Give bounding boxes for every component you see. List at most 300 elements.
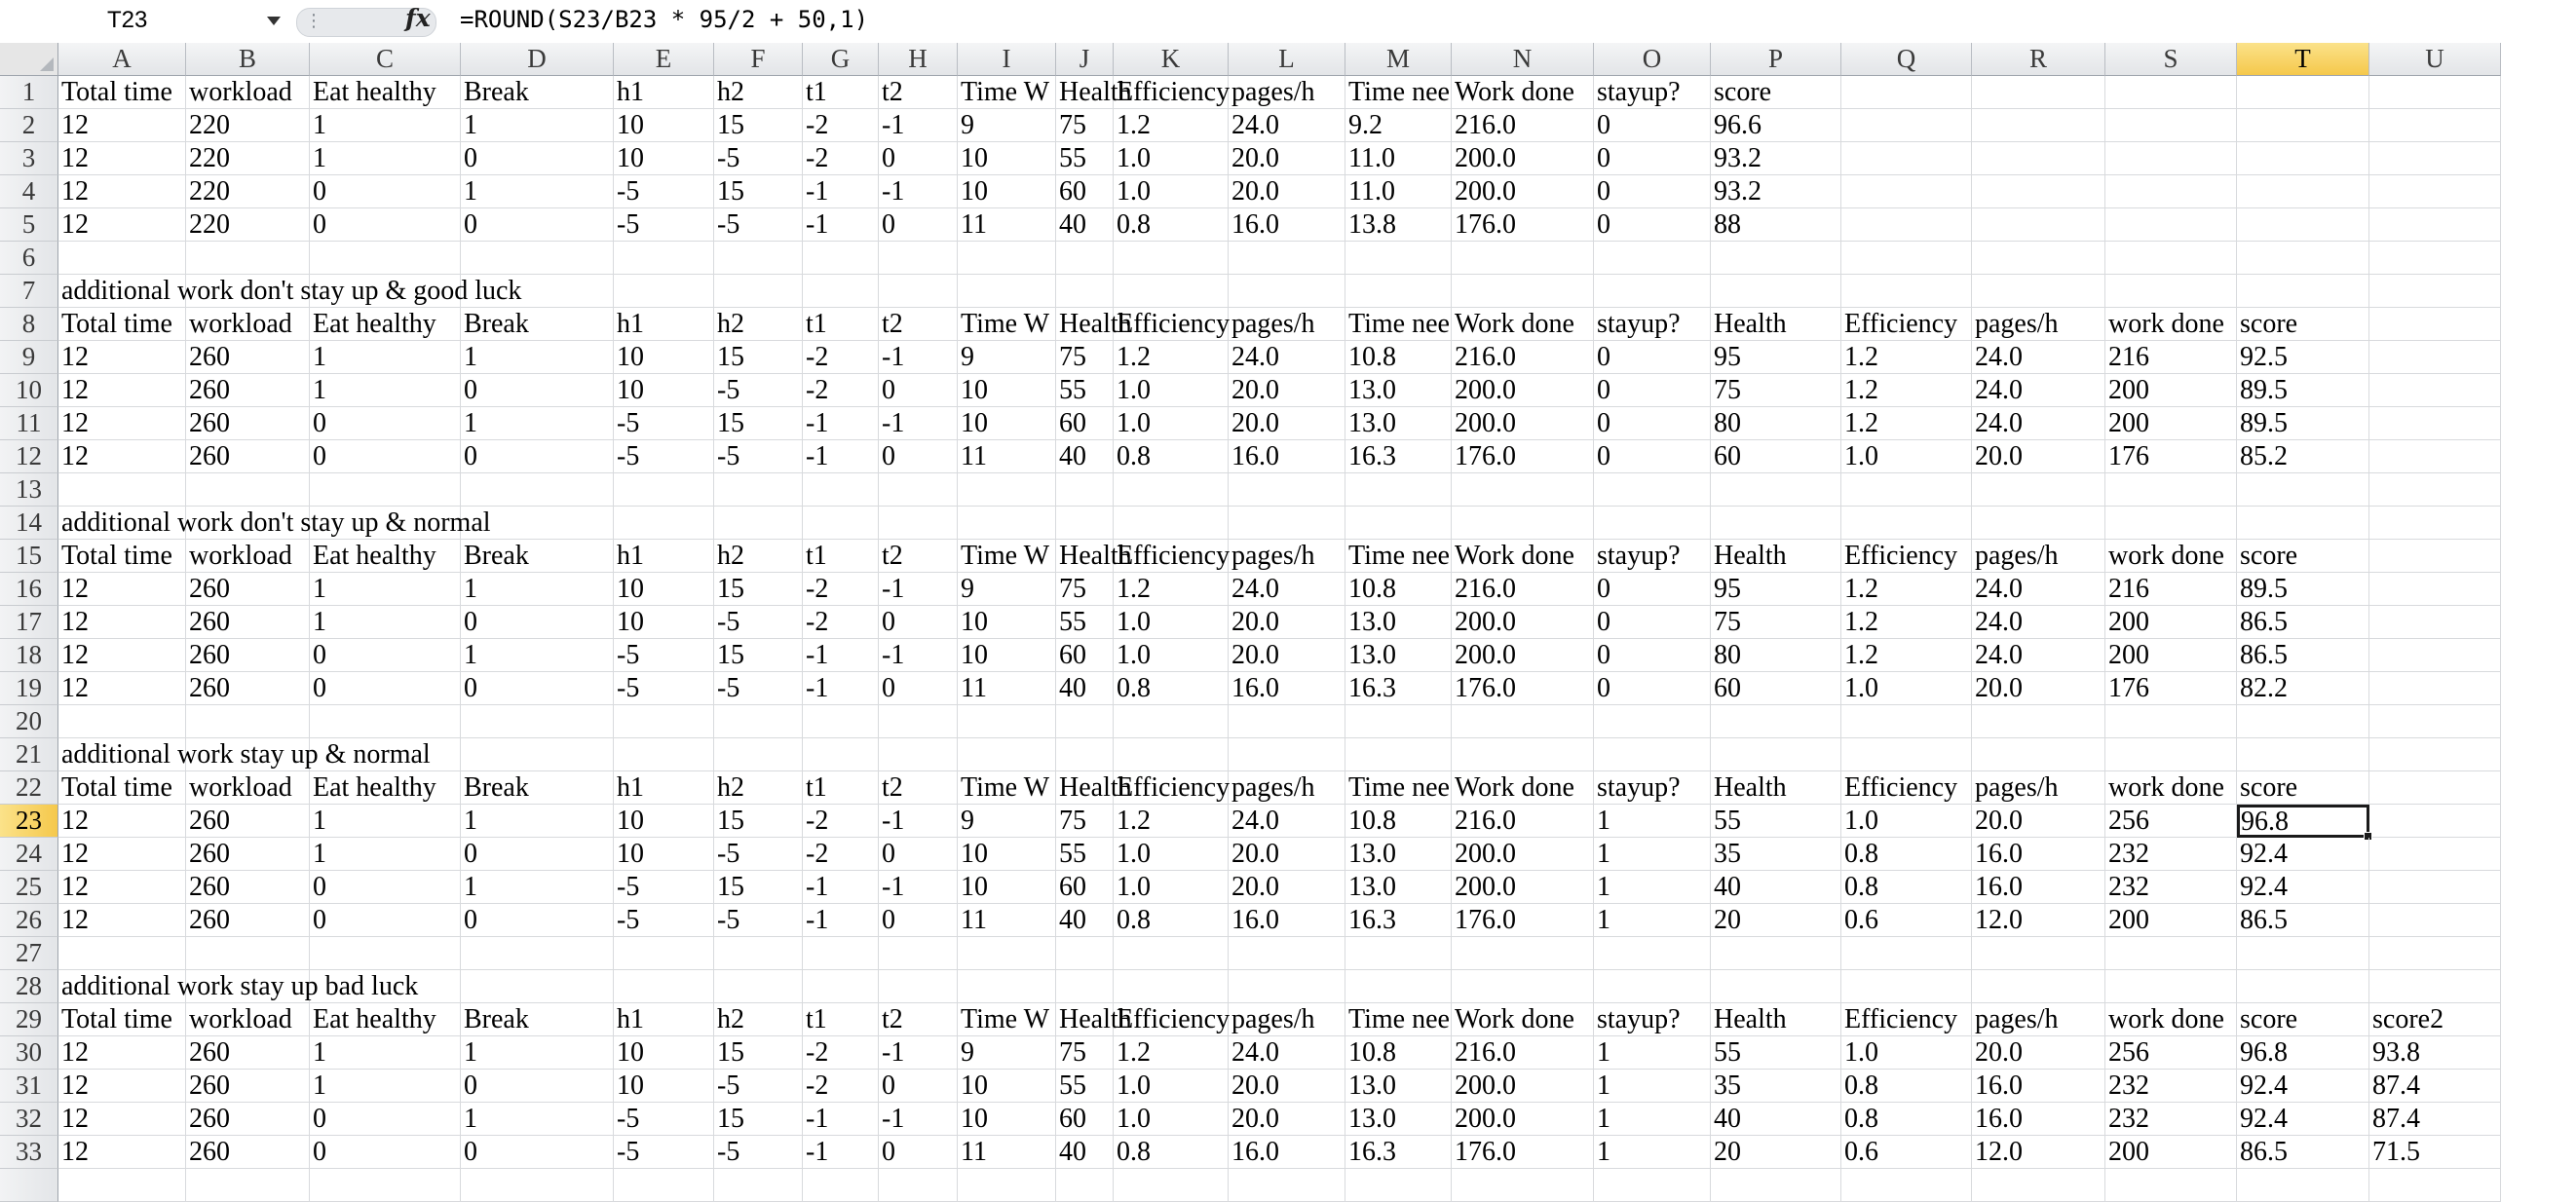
cell-m30[interactable]: 10.8 (1345, 1036, 1452, 1070)
cell-m3[interactable]: 11.0 (1345, 142, 1452, 175)
cell-g33[interactable]: -1 (803, 1136, 879, 1169)
cell-k9[interactable]: 1.2 (1114, 341, 1229, 374)
cell-a17[interactable]: 12 (58, 606, 186, 639)
cell-s16[interactable]: 216 (2105, 573, 2237, 606)
cell-n34[interactable] (1452, 1169, 1594, 1202)
cell-r33[interactable]: 12.0 (1972, 1136, 2105, 1169)
cell-d6[interactable] (461, 242, 614, 275)
cell-i10[interactable]: 10 (958, 374, 1056, 407)
cell-s27[interactable] (2105, 937, 2237, 970)
cell-t17[interactable]: 86.5 (2237, 606, 2369, 639)
cell-g31[interactable]: -2 (803, 1070, 879, 1103)
cell-m23[interactable]: 10.8 (1345, 805, 1452, 838)
cell-e13[interactable] (614, 473, 714, 507)
cell-a6[interactable] (58, 242, 186, 275)
cell-d32[interactable]: 1 (461, 1103, 614, 1136)
row-header-34[interactable] (0, 1169, 58, 1202)
cell-o13[interactable] (1594, 473, 1711, 507)
cell-e31[interactable]: 10 (614, 1070, 714, 1103)
cell-k2[interactable]: 1.2 (1114, 109, 1229, 142)
cell-d13[interactable] (461, 473, 614, 507)
cell-m24[interactable]: 13.0 (1345, 838, 1452, 871)
cell-a11[interactable]: 12 (58, 407, 186, 440)
cell-a21[interactable]: additional work stay up & normal (58, 738, 186, 771)
cell-d11[interactable]: 1 (461, 407, 614, 440)
cell-i17[interactable]: 10 (958, 606, 1056, 639)
cell-n30[interactable]: 216.0 (1452, 1036, 1594, 1070)
cell-k24[interactable]: 1.0 (1114, 838, 1229, 871)
cell-i7[interactable] (958, 275, 1056, 308)
row-header-18[interactable]: 18 (0, 639, 58, 672)
column-header-c[interactable]: C (310, 43, 461, 76)
cell-p26[interactable]: 20 (1711, 904, 1841, 937)
cell-s29[interactable]: work done (2105, 1003, 2237, 1036)
cell-t31[interactable]: 92.4 (2237, 1070, 2369, 1103)
cell-t33[interactable]: 86.5 (2237, 1136, 2369, 1169)
cell-s14[interactable] (2105, 507, 2237, 540)
cell-f29[interactable]: h2 (714, 1003, 803, 1036)
cell-n21[interactable] (1452, 738, 1594, 771)
cell-j20[interactable] (1056, 705, 1114, 738)
cell-h23[interactable]: -1 (879, 805, 958, 838)
cell-e7[interactable] (614, 275, 714, 308)
row-header-29[interactable]: 29 (0, 1003, 58, 1036)
cell-m28[interactable] (1345, 970, 1452, 1003)
cell-b1[interactable]: workload (186, 76, 310, 109)
cell-g1[interactable]: t1 (803, 76, 879, 109)
cell-a25[interactable]: 12 (58, 871, 186, 904)
cell-a14[interactable]: additional work don't stay up & normal (58, 507, 186, 540)
cell-k34[interactable] (1114, 1169, 1229, 1202)
cell-o7[interactable] (1594, 275, 1711, 308)
cell-s10[interactable]: 200 (2105, 374, 2237, 407)
cell-j13[interactable] (1056, 473, 1114, 507)
cell-a29[interactable]: Total time (58, 1003, 186, 1036)
cell-i26[interactable]: 11 (958, 904, 1056, 937)
cell-r29[interactable]: pages/h (1972, 1003, 2105, 1036)
cell-l21[interactable] (1229, 738, 1345, 771)
cell-j24[interactable]: 55 (1056, 838, 1114, 871)
cell-l28[interactable] (1229, 970, 1345, 1003)
cell-r3[interactable] (1972, 142, 2105, 175)
cell-p3[interactable]: 93.2 (1711, 142, 1841, 175)
cell-h34[interactable] (879, 1169, 958, 1202)
cell-t20[interactable] (2237, 705, 2369, 738)
cell-e24[interactable]: 10 (614, 838, 714, 871)
cell-a7[interactable]: additional work don't stay up & good luck (58, 275, 186, 308)
cell-o23[interactable]: 1 (1594, 805, 1711, 838)
cell-i22[interactable]: Time W (958, 771, 1056, 805)
cell-r11[interactable]: 24.0 (1972, 407, 2105, 440)
cell-e6[interactable] (614, 242, 714, 275)
cell-n6[interactable] (1452, 242, 1594, 275)
cell-k6[interactable] (1114, 242, 1229, 275)
cell-e32[interactable]: -5 (614, 1103, 714, 1136)
cell-q28[interactable] (1841, 970, 1972, 1003)
cell-j11[interactable]: 60 (1056, 407, 1114, 440)
cell-d18[interactable]: 1 (461, 639, 614, 672)
column-header-q[interactable]: Q (1841, 43, 1972, 76)
cell-s31[interactable]: 232 (2105, 1070, 2237, 1103)
cell-g13[interactable] (803, 473, 879, 507)
cell-l11[interactable]: 20.0 (1229, 407, 1345, 440)
cell-p25[interactable]: 40 (1711, 871, 1841, 904)
cell-m17[interactable]: 13.0 (1345, 606, 1452, 639)
column-header-g[interactable]: G (803, 43, 879, 76)
cell-c8[interactable]: Eat healthy (310, 308, 461, 341)
row-header-28[interactable]: 28 (0, 970, 58, 1003)
cell-b18[interactable]: 260 (186, 639, 310, 672)
column-header-h[interactable]: H (879, 43, 958, 76)
cell-t28[interactable] (2237, 970, 2369, 1003)
row-header-17[interactable]: 17 (0, 606, 58, 639)
cell-c12[interactable]: 0 (310, 440, 461, 473)
row-header-11[interactable]: 11 (0, 407, 58, 440)
cell-g8[interactable]: t1 (803, 308, 879, 341)
cell-n22[interactable]: Work done (1452, 771, 1594, 805)
cell-f31[interactable]: -5 (714, 1070, 803, 1103)
cell-l12[interactable]: 16.0 (1229, 440, 1345, 473)
cell-r19[interactable]: 20.0 (1972, 672, 2105, 705)
cell-r10[interactable]: 24.0 (1972, 374, 2105, 407)
row-header-24[interactable]: 24 (0, 838, 58, 871)
name-box[interactable] (6, 4, 288, 37)
cell-s6[interactable] (2105, 242, 2237, 275)
cell-b26[interactable]: 260 (186, 904, 310, 937)
cell-s20[interactable] (2105, 705, 2237, 738)
cell-d10[interactable]: 0 (461, 374, 614, 407)
cell-a22[interactable]: Total time (58, 771, 186, 805)
column-header-m[interactable]: M (1345, 43, 1452, 76)
cell-m4[interactable]: 11.0 (1345, 175, 1452, 208)
cell-u18[interactable] (2369, 639, 2501, 672)
cell-e1[interactable]: h1 (614, 76, 714, 109)
cell-b10[interactable]: 260 (186, 374, 310, 407)
cell-a27[interactable] (58, 937, 186, 970)
cell-i13[interactable] (958, 473, 1056, 507)
cell-p23[interactable]: 55 (1711, 805, 1841, 838)
cell-p13[interactable] (1711, 473, 1841, 507)
cell-k23[interactable]: 1.2 (1114, 805, 1229, 838)
cell-f24[interactable]: -5 (714, 838, 803, 871)
cell-i27[interactable] (958, 937, 1056, 970)
cell-r28[interactable] (1972, 970, 2105, 1003)
cell-g12[interactable]: -1 (803, 440, 879, 473)
cell-t6[interactable] (2237, 242, 2369, 275)
column-header-r[interactable]: R (1972, 43, 2105, 76)
cell-j10[interactable]: 55 (1056, 374, 1114, 407)
cell-l29[interactable]: pages/h (1229, 1003, 1345, 1036)
cell-s25[interactable]: 232 (2105, 871, 2237, 904)
cell-s23[interactable]: 256 (2105, 805, 2237, 838)
cell-q34[interactable] (1841, 1169, 1972, 1202)
cell-c1[interactable]: Eat healthy (310, 76, 461, 109)
cell-e23[interactable]: 10 (614, 805, 714, 838)
cell-i23[interactable]: 9 (958, 805, 1056, 838)
cell-s7[interactable] (2105, 275, 2237, 308)
cell-u33[interactable]: 71.5 (2369, 1136, 2501, 1169)
row-header-25[interactable]: 25 (0, 871, 58, 904)
cell-g15[interactable]: t1 (803, 540, 879, 573)
cell-f19[interactable]: -5 (714, 672, 803, 705)
cell-f7[interactable] (714, 275, 803, 308)
cell-l19[interactable]: 16.0 (1229, 672, 1345, 705)
cell-s33[interactable]: 200 (2105, 1136, 2237, 1169)
cell-a20[interactable] (58, 705, 186, 738)
cell-d25[interactable]: 1 (461, 871, 614, 904)
row-header-31[interactable]: 31 (0, 1070, 58, 1103)
cell-a5[interactable]: 12 (58, 208, 186, 242)
cell-u32[interactable]: 87.4 (2369, 1103, 2501, 1136)
cell-r9[interactable]: 24.0 (1972, 341, 2105, 374)
cell-s13[interactable] (2105, 473, 2237, 507)
row-header-10[interactable]: 10 (0, 374, 58, 407)
cell-f26[interactable]: -5 (714, 904, 803, 937)
cell-f30[interactable]: 15 (714, 1036, 803, 1070)
cell-f34[interactable] (714, 1169, 803, 1202)
cell-t3[interactable] (2237, 142, 2369, 175)
cell-u15[interactable] (2369, 540, 2501, 573)
cell-j7[interactable] (1056, 275, 1114, 308)
cell-o5[interactable]: 0 (1594, 208, 1711, 242)
cell-n11[interactable]: 200.0 (1452, 407, 1594, 440)
cell-p8[interactable]: Health (1711, 308, 1841, 341)
cell-m34[interactable] (1345, 1169, 1452, 1202)
cell-n19[interactable]: 176.0 (1452, 672, 1594, 705)
cell-u21[interactable] (2369, 738, 2501, 771)
cell-s5[interactable] (2105, 208, 2237, 242)
cell-g22[interactable]: t1 (803, 771, 879, 805)
cell-g20[interactable] (803, 705, 879, 738)
cell-m9[interactable]: 10.8 (1345, 341, 1452, 374)
cell-l22[interactable]: pages/h (1229, 771, 1345, 805)
cell-b3[interactable]: 220 (186, 142, 310, 175)
cell-o26[interactable]: 1 (1594, 904, 1711, 937)
cell-a30[interactable]: 12 (58, 1036, 186, 1070)
cell-b20[interactable] (186, 705, 310, 738)
insert-function-icon[interactable]: fx (405, 4, 431, 32)
row-header-27[interactable]: 27 (0, 937, 58, 970)
cell-j6[interactable] (1056, 242, 1114, 275)
cell-k15[interactable]: Efficiency (1114, 540, 1229, 573)
column-header-b[interactable]: B (186, 43, 310, 76)
cell-d21[interactable] (461, 738, 614, 771)
cell-r21[interactable] (1972, 738, 2105, 771)
cell-d28[interactable] (461, 970, 614, 1003)
cell-l9[interactable]: 24.0 (1229, 341, 1345, 374)
cell-t1[interactable] (2237, 76, 2369, 109)
row-header-33[interactable]: 33 (0, 1136, 58, 1169)
cell-d9[interactable]: 1 (461, 341, 614, 374)
cell-j18[interactable]: 60 (1056, 639, 1114, 672)
cell-c19[interactable]: 0 (310, 672, 461, 705)
column-header-e[interactable]: E (614, 43, 714, 76)
cell-f10[interactable]: -5 (714, 374, 803, 407)
cell-m32[interactable]: 13.0 (1345, 1103, 1452, 1136)
cell-n24[interactable]: 200.0 (1452, 838, 1594, 871)
cell-s26[interactable]: 200 (2105, 904, 2237, 937)
cell-n31[interactable]: 200.0 (1452, 1070, 1594, 1103)
cell-r12[interactable]: 20.0 (1972, 440, 2105, 473)
cell-c33[interactable]: 0 (310, 1136, 461, 1169)
cell-d29[interactable]: Break (461, 1003, 614, 1036)
cell-e21[interactable] (614, 738, 714, 771)
cell-j29[interactable]: Health (1056, 1003, 1114, 1036)
cell-o1[interactable]: stayup? (1594, 76, 1711, 109)
cell-c31[interactable]: 1 (310, 1070, 461, 1103)
cell-j26[interactable]: 40 (1056, 904, 1114, 937)
cell-u24[interactable] (2369, 838, 2501, 871)
cell-p18[interactable]: 80 (1711, 639, 1841, 672)
cell-i34[interactable] (958, 1169, 1056, 1202)
cell-q20[interactable] (1841, 705, 1972, 738)
cell-c3[interactable]: 1 (310, 142, 461, 175)
cell-d24[interactable]: 0 (461, 838, 614, 871)
cell-s3[interactable] (2105, 142, 2237, 175)
cell-i25[interactable]: 10 (958, 871, 1056, 904)
cell-q22[interactable]: Efficiency (1841, 771, 1972, 805)
cell-r22[interactable]: pages/h (1972, 771, 2105, 805)
cell-f21[interactable] (714, 738, 803, 771)
cell-m1[interactable]: Time nee (1345, 76, 1452, 109)
cell-s15[interactable]: work done (2105, 540, 2237, 573)
cell-p16[interactable]: 95 (1711, 573, 1841, 606)
cell-g19[interactable]: -1 (803, 672, 879, 705)
cell-b6[interactable] (186, 242, 310, 275)
cell-r13[interactable] (1972, 473, 2105, 507)
cell-a31[interactable]: 12 (58, 1070, 186, 1103)
row-header-9[interactable]: 9 (0, 341, 58, 374)
column-header-n[interactable]: N (1452, 43, 1594, 76)
cell-r15[interactable]: pages/h (1972, 540, 2105, 573)
cell-i8[interactable]: Time W (958, 308, 1056, 341)
cell-m14[interactable] (1345, 507, 1452, 540)
cell-h2[interactable]: -1 (879, 109, 958, 142)
cell-a28[interactable]: additional work stay up bad luck (58, 970, 186, 1003)
cell-l33[interactable]: 16.0 (1229, 1136, 1345, 1169)
cell-e12[interactable]: -5 (614, 440, 714, 473)
cell-n33[interactable]: 176.0 (1452, 1136, 1594, 1169)
cell-i29[interactable]: Time W (958, 1003, 1056, 1036)
cell-a15[interactable]: Total time (58, 540, 186, 573)
cell-c27[interactable] (310, 937, 461, 970)
cell-u22[interactable] (2369, 771, 2501, 805)
cell-f20[interactable] (714, 705, 803, 738)
cell-m8[interactable]: Time nee (1345, 308, 1452, 341)
row-header-5[interactable]: 5 (0, 208, 58, 242)
row-header-14[interactable]: 14 (0, 507, 58, 540)
cell-k20[interactable] (1114, 705, 1229, 738)
cell-g11[interactable]: -1 (803, 407, 879, 440)
cell-f11[interactable]: 15 (714, 407, 803, 440)
cell-t18[interactable]: 86.5 (2237, 639, 2369, 672)
cell-m29[interactable]: Time nee (1345, 1003, 1452, 1036)
cell-j27[interactable] (1056, 937, 1114, 970)
cell-c16[interactable]: 1 (310, 573, 461, 606)
formula-input[interactable]: =ROUND(S23/B23 * 95/2 + 50,1) (460, 6, 869, 33)
cell-e11[interactable]: -5 (614, 407, 714, 440)
cell-e25[interactable]: -5 (614, 871, 714, 904)
cell-d1[interactable]: Break (461, 76, 614, 109)
cell-s17[interactable]: 200 (2105, 606, 2237, 639)
cell-n14[interactable] (1452, 507, 1594, 540)
cell-s30[interactable]: 256 (2105, 1036, 2237, 1070)
cell-g2[interactable]: -2 (803, 109, 879, 142)
cell-l31[interactable]: 20.0 (1229, 1070, 1345, 1103)
cell-o31[interactable]: 1 (1594, 1070, 1711, 1103)
cell-t21[interactable] (2237, 738, 2369, 771)
cell-p12[interactable]: 60 (1711, 440, 1841, 473)
cell-j1[interactable]: Health (1056, 76, 1114, 109)
cell-q6[interactable] (1841, 242, 1972, 275)
row-header-22[interactable]: 22 (0, 771, 58, 805)
column-header-t[interactable]: T (2237, 43, 2369, 76)
cell-e33[interactable]: -5 (614, 1136, 714, 1169)
cell-i16[interactable]: 9 (958, 573, 1056, 606)
cell-f1[interactable]: h2 (714, 76, 803, 109)
cell-e22[interactable]: h1 (614, 771, 714, 805)
cell-k8[interactable]: Efficiency (1114, 308, 1229, 341)
cell-s34[interactable] (2105, 1169, 2237, 1202)
cell-e2[interactable]: 10 (614, 109, 714, 142)
cell-b32[interactable]: 260 (186, 1103, 310, 1136)
cell-p30[interactable]: 55 (1711, 1036, 1841, 1070)
cell-l30[interactable]: 24.0 (1229, 1036, 1345, 1070)
cell-n17[interactable]: 200.0 (1452, 606, 1594, 639)
cell-d8[interactable]: Break (461, 308, 614, 341)
cell-r20[interactable] (1972, 705, 2105, 738)
row-header-15[interactable]: 15 (0, 540, 58, 573)
cell-p32[interactable]: 40 (1711, 1103, 1841, 1136)
cell-p33[interactable]: 20 (1711, 1136, 1841, 1169)
cell-a33[interactable]: 12 (58, 1136, 186, 1169)
cell-g14[interactable] (803, 507, 879, 540)
cell-m11[interactable]: 13.0 (1345, 407, 1452, 440)
cell-g17[interactable]: -2 (803, 606, 879, 639)
cell-e30[interactable]: 10 (614, 1036, 714, 1070)
cell-s19[interactable]: 176 (2105, 672, 2237, 705)
cell-g3[interactable]: -2 (803, 142, 879, 175)
cell-m22[interactable]: Time nee (1345, 771, 1452, 805)
cell-m5[interactable]: 13.8 (1345, 208, 1452, 242)
cell-k7[interactable] (1114, 275, 1229, 308)
cell-c24[interactable]: 1 (310, 838, 461, 871)
cell-j16[interactable]: 75 (1056, 573, 1114, 606)
cell-n27[interactable] (1452, 937, 1594, 970)
cell-i12[interactable]: 11 (958, 440, 1056, 473)
cell-l18[interactable]: 20.0 (1229, 639, 1345, 672)
cell-b23[interactable]: 260 (186, 805, 310, 838)
cell-h20[interactable] (879, 705, 958, 738)
cell-n10[interactable]: 200.0 (1452, 374, 1594, 407)
cell-m27[interactable] (1345, 937, 1452, 970)
cell-p31[interactable]: 35 (1711, 1070, 1841, 1103)
cell-f23[interactable]: 15 (714, 805, 803, 838)
cell-o21[interactable] (1594, 738, 1711, 771)
cell-u25[interactable] (2369, 871, 2501, 904)
cell-r2[interactable] (1972, 109, 2105, 142)
cell-h11[interactable]: -1 (879, 407, 958, 440)
cell-d15[interactable]: Break (461, 540, 614, 573)
cell-t32[interactable]: 92.4 (2237, 1103, 2369, 1136)
column-header-a[interactable]: A (58, 43, 186, 76)
cell-g29[interactable]: t1 (803, 1003, 879, 1036)
cell-g34[interactable] (803, 1169, 879, 1202)
cell-n8[interactable]: Work done (1452, 308, 1594, 341)
cell-k25[interactable]: 1.0 (1114, 871, 1229, 904)
cell-c13[interactable] (310, 473, 461, 507)
cell-f32[interactable]: 15 (714, 1103, 803, 1136)
